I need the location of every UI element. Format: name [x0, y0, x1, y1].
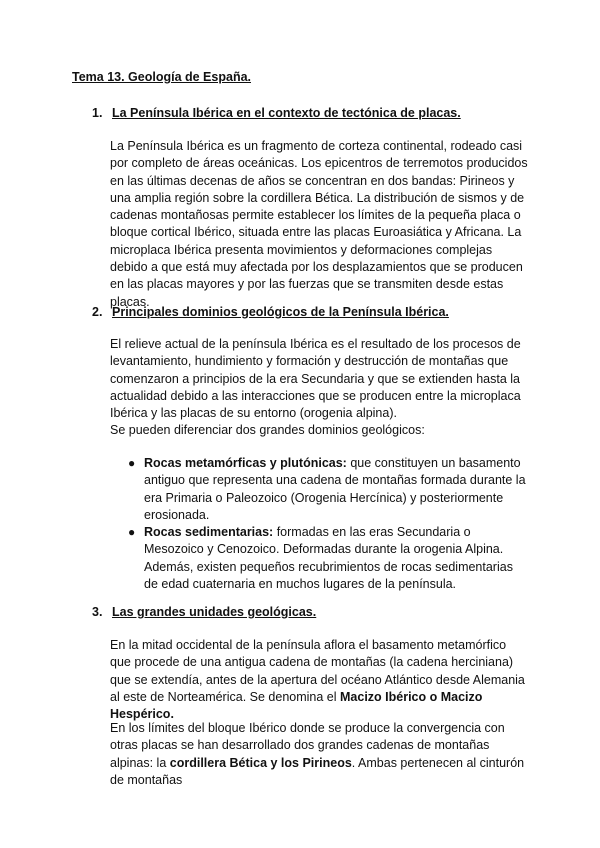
list-item — [110, 524, 530, 593]
section-2-paragraph: El relieve actual de la península Ibérica es el resultado de los procesos de levantamiento, hundimiento y formación y destrucción de montañas que comenzaron a principios de la era Secundaria y que se extienden hasta la actualidad debido a las interacciones que se producen entre la microplaca Ibérica y las placas de su entorno (orogenia alpina). — [110, 337, 521, 421]
section-number: 2. — [92, 305, 103, 319]
bullet-icon: ● — [128, 525, 136, 540]
section-number: 3. — [92, 605, 103, 619]
bullet-icon: ● — [128, 456, 136, 470]
domains-list — [110, 455, 530, 593]
paragraph-text: En los límites del bloque Ibérico donde se produce la convergencia con otras placas se han desarrollado dos grandes cadenas de montañas alpinas: la — [110, 721, 505, 770]
section-2-intro: Se pueden diferenciar dos grandes dominios geológicos: — [110, 423, 425, 437]
section-number: 1. — [92, 106, 103, 120]
document-title: Tema 13. Geología de España. — [72, 70, 251, 84]
list-item-term: Rocas metamórficas y plutónicas: — [144, 456, 347, 470]
paragraph-text: . Ambas pertenecen al cinturón de montañas — [110, 755, 525, 787]
section-3-heading — [92, 605, 316, 619]
section-3-paragraph-2 — [110, 720, 530, 789]
list-item-text: formadas en las eras Secundaria o Mesozoico y Cenozoico. Deformadas durante la orogenia Alpina. Además, existen pequeños recubrimientos de rocas sedimentarias de edad cuaternaria en muchos lugares de la península. — [144, 525, 513, 592]
list-item — [110, 455, 530, 524]
paragraph-emphasis: cordillera Bética y los Pirineos — [169, 755, 352, 770]
section-title: Las grandes unidades geológicas. — [112, 605, 317, 619]
section-2-heading — [92, 305, 449, 319]
section-title: Principales dominios geológicos de la Península Ibérica. — [112, 305, 449, 319]
section-1-paragraph: La Península Ibérica es un fragmento de corteza continental, rodeado casi por completo de áreas oceánicas. Los epicentros de terremotos producidos en las últimas decenas de años se concentran en dos bandas: Pirineos y una amplia región sobre la cordillera Bética. La distribución de sismos y de cadenas montañosas permite establecer los límites de la pequeña placa o bloque cortical Ibérico, situada entre las placas Euroasiática y Africana. La microplaca Ibérica presenta movimientos y deformaciones complejas debido a que está muy afectada por los desplazamientos que se producen en las placas mayores y por las fuerzas que se transmiten desde estas placas. — [110, 139, 528, 309]
paragraph-text: En la mitad occidental de la península aflora el basamento metamórfico que procede de una antigua cadena de montañas (la cadena herciniana) que se extendía, antes de la apertura del océano Atlántico desde Alemania al este de Norteamérica. Se denomina el — [110, 638, 525, 704]
list-item-term: Rocas sedimentarias: — [144, 525, 274, 540]
paragraph-emphasis: Macizo Ibérico o Macizo Hespérico. — [110, 689, 483, 722]
section-1-heading — [92, 106, 461, 120]
list-item-text: que constituyen un basamento antiguo que representa una cadena de montañas formada durante la era Primaria o Paleozoico (Orogenia Hercínica) y posteriormente erosionada. — [144, 456, 526, 522]
section-3-paragraph-1 — [110, 637, 530, 723]
section-title: La Península Ibérica en el contexto de tectónica de placas. — [112, 106, 461, 120]
